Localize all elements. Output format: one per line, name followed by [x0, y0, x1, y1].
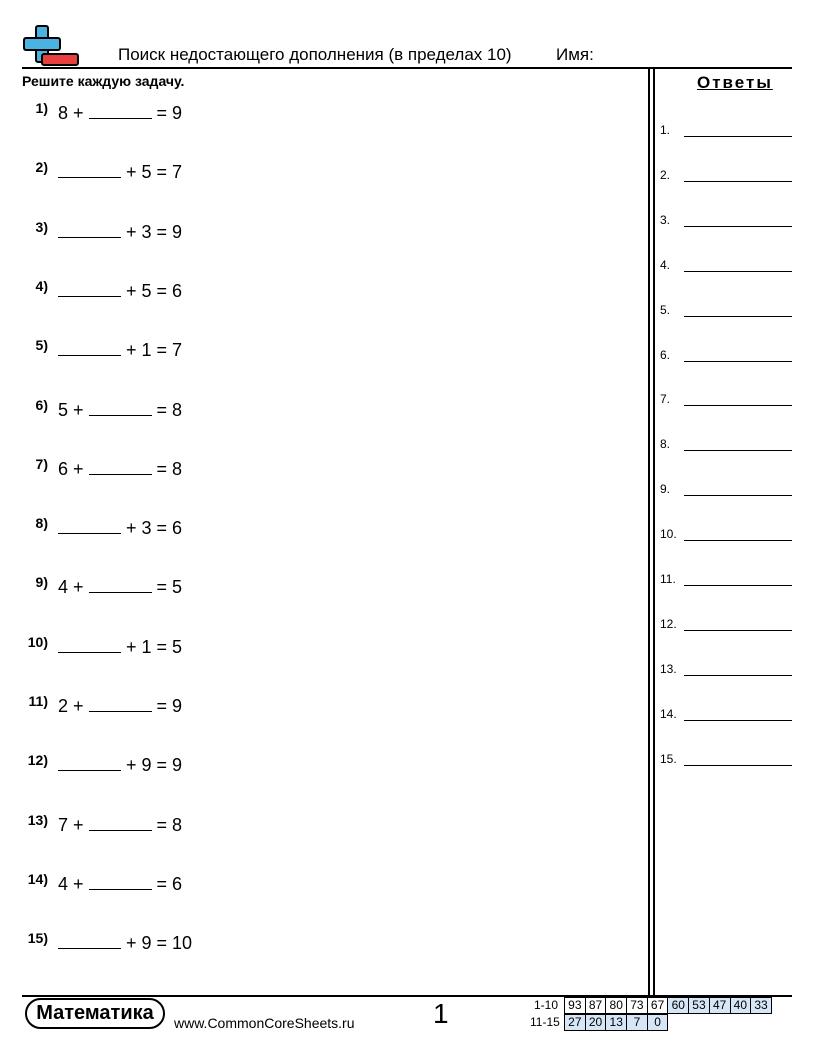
score-key-cell: 20: [585, 1014, 607, 1031]
expression-text: = 8: [151, 458, 183, 479]
score-key-row-2: [565, 1014, 668, 1031]
worksheet-title: Поиск недостающего дополнения (в пределах 10): [118, 45, 512, 64]
answer-number: 5.: [660, 302, 671, 317]
answer-number: 1.: [660, 123, 671, 137]
problem-number: 13): [27, 811, 48, 828]
answer-row: [660, 527, 792, 547]
problem-number: 12): [27, 752, 48, 769]
answer-line[interactable]: [684, 450, 792, 451]
problem-number: 8): [35, 515, 48, 532]
answer-blank[interactable]: [58, 517, 121, 534]
answer-number: 8.: [660, 437, 671, 452]
score-key-label-1: 1-10: [534, 998, 559, 1012]
answer-line[interactable]: [684, 720, 792, 721]
score-key-cell: 93: [564, 997, 586, 1014]
page-number: 1: [433, 998, 449, 1029]
answer-blank[interactable]: [89, 814, 152, 831]
answer-line[interactable]: [684, 675, 792, 676]
answer-number: 12.: [660, 616, 677, 631]
expression-text: = 9: [151, 696, 183, 716]
answer-row: [660, 617, 792, 637]
instructions: Решите каждую задачу.: [22, 73, 185, 89]
problem-expression: [58, 754, 182, 776]
site-url: www.CommonCoreSheets.ru: [174, 1015, 355, 1031]
answer-blank[interactable]: [89, 102, 152, 119]
expression-text: + 1 = 7: [121, 340, 183, 361]
expression-text: = 5: [151, 577, 183, 598]
answer-number: 11.: [660, 572, 676, 586]
problem-number: 1): [35, 100, 48, 116]
problem-number: 2): [35, 159, 48, 176]
expression-text: 4 +: [58, 577, 89, 598]
problem-expression: [58, 517, 182, 539]
answer-row: [660, 258, 792, 278]
answer-row: [660, 303, 792, 323]
answer-blank[interactable]: [89, 399, 152, 416]
score-key-cell: 0: [647, 1014, 669, 1031]
problem-number: 9): [35, 574, 48, 591]
column-divider: [648, 67, 650, 996]
score-key-label-2: 11-15: [530, 1015, 560, 1029]
column-divider: [653, 67, 655, 996]
problem-number: 10): [27, 633, 48, 650]
expression-text: + 1 = 5: [121, 636, 183, 657]
answer-number: 15.: [660, 751, 677, 766]
problem-expression: [58, 873, 182, 895]
expression-text: = 8: [151, 399, 183, 420]
answer-blank[interactable]: [58, 932, 121, 949]
score-key-cell: 13: [605, 1014, 627, 1031]
answer-number: 14.: [660, 706, 677, 721]
expression-text: + 9 = 9: [121, 755, 183, 776]
problem-expression: [58, 814, 182, 836]
score-key-cell: 87: [585, 997, 607, 1014]
problem-expression: [58, 932, 192, 954]
expression-text: + 3 = 6: [121, 518, 183, 539]
answer-number: 2.: [660, 167, 671, 182]
problem-expression: [58, 695, 182, 717]
answer-line[interactable]: [684, 226, 792, 227]
score-key-cell: 7: [626, 1014, 648, 1031]
answer-blank[interactable]: [58, 161, 121, 178]
problem-number: 6): [35, 396, 48, 413]
problem-number: 7): [35, 455, 48, 472]
header-divider: [22, 67, 792, 69]
answer-row: [660, 348, 792, 368]
answer-number: 13.: [660, 661, 677, 676]
answer-row: [660, 662, 792, 682]
answer-blank[interactable]: [58, 339, 121, 356]
answer-line[interactable]: [684, 316, 792, 317]
answer-line[interactable]: [684, 585, 792, 586]
problem-expression: [58, 636, 182, 658]
problem-number: 15): [27, 930, 48, 947]
answer-number: 7.: [660, 392, 671, 407]
answer-number: 9.: [660, 482, 671, 497]
answer-number: 10.: [660, 527, 677, 542]
expression-text: 4 +: [58, 873, 89, 894]
score-key-cell: 53: [688, 997, 710, 1014]
score-key-cell: 73: [626, 997, 648, 1014]
brand-logo: Математика: [25, 998, 165, 1029]
problem-expression: [58, 399, 182, 421]
expression-text: 8 +: [58, 103, 89, 123]
answer-row: [660, 213, 792, 233]
problem-expression: [58, 576, 182, 598]
score-key-cell: 40: [730, 997, 752, 1014]
expression-text: 2 +: [58, 696, 89, 716]
problem-expression: [58, 458, 182, 480]
answer-line[interactable]: [684, 405, 792, 406]
answer-row: [660, 572, 792, 592]
problem-number: 11): [28, 693, 48, 709]
expression-text: + 5 = 6: [121, 280, 183, 301]
answer-line[interactable]: [684, 181, 792, 182]
problem-number: 4): [35, 277, 48, 294]
answer-number: 4.: [660, 257, 671, 272]
answer-row: [660, 437, 792, 457]
answer-blank[interactable]: [89, 873, 152, 890]
problem-expression: [58, 280, 182, 302]
answer-blank[interactable]: [58, 636, 121, 653]
name-label: Имя:: [556, 45, 594, 64]
expression-text: + 5 = 7: [121, 162, 183, 183]
score-key-cell: 80: [605, 997, 627, 1014]
answer-line[interactable]: [684, 765, 792, 766]
answer-row: [660, 707, 792, 727]
answer-blank[interactable]: [58, 221, 121, 238]
problem-number: 5): [35, 337, 48, 354]
problem-expression: [58, 221, 182, 243]
answer-line[interactable]: [684, 495, 792, 496]
answer-line[interactable]: [684, 361, 792, 362]
answer-line[interactable]: [684, 136, 792, 137]
answer-number: 3.: [660, 212, 671, 227]
problem-expression: [58, 102, 182, 124]
expression-text: 6 +: [58, 458, 89, 479]
answer-line[interactable]: [684, 271, 792, 272]
score-key-cell: 47: [709, 997, 731, 1014]
score-key-cell: 60: [667, 997, 689, 1014]
expression-text: = 8: [151, 814, 183, 835]
answer-blank[interactable]: [89, 695, 152, 712]
answer-blank[interactable]: [58, 280, 121, 297]
answer-blank[interactable]: [89, 458, 152, 475]
answer-row: [660, 482, 792, 502]
expression-text: = 6: [151, 873, 183, 894]
answer-row: [660, 168, 792, 188]
expression-text: 5 +: [58, 399, 89, 420]
expression-text: + 3 = 9: [121, 221, 183, 242]
answer-row: [660, 123, 792, 143]
answer-number: 6.: [660, 347, 671, 362]
problem-expression: [58, 339, 182, 361]
score-key-cell: 67: [647, 997, 669, 1014]
answer-line[interactable]: [684, 540, 792, 541]
score-key-row-1: [565, 997, 772, 1014]
answer-blank[interactable]: [58, 754, 121, 771]
problem-number: 3): [35, 218, 48, 235]
answers-title: Ответы: [697, 73, 773, 92]
score-key-cell: 33: [750, 997, 772, 1014]
answer-line[interactable]: [684, 630, 792, 631]
answer-blank[interactable]: [89, 576, 152, 593]
problem-number: 14): [27, 870, 48, 887]
math-plus-minus-logo-icon: [22, 24, 80, 68]
score-key-cell: 27: [564, 1014, 586, 1031]
expression-text: + 9 = 10: [121, 933, 193, 954]
answer-row: [660, 752, 792, 772]
expression-text: = 9: [151, 103, 183, 123]
expression-text: 7 +: [58, 814, 89, 835]
problem-expression: [58, 161, 182, 183]
answer-row: [660, 392, 792, 412]
